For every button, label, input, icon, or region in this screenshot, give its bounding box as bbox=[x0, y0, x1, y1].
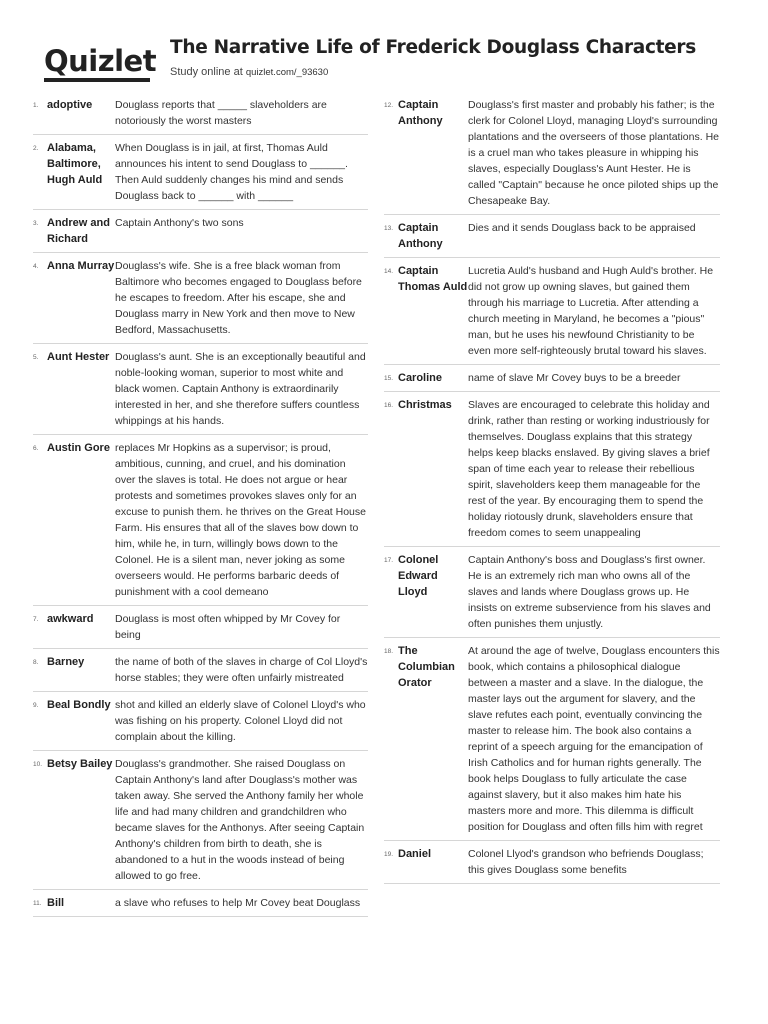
flashcard bbox=[33, 751, 368, 890]
card-definition: At around the age of twelve, Douglass encounters this book, which contains a philosophical dialogue between a master and a slave. In the dialogue, the master lays out the argument for slavery, and the slave refutes each point, eventually convincing the master to release him. The book also contains a reprint of a speech arguing for the emancipation of Irish Catholics and for human rights generally. The book helps Douglass to fully articulate the case against slavery, but it also makes him hate his masters more and more. This dilemma is difficult position for Douglass and often fills him with regret bbox=[468, 645, 720, 833]
card-definition: Douglass is most often whipped by Mr Covey for being bbox=[115, 613, 341, 641]
card-definition: Lucretia Auld's husband and Hugh Auld's brother. He did not grow up owning slaves, but gained them through his marriage to Lucretia. After attending a church meeting in Maryland, he becomes a "pious" man, but he uses his newfound Christianity to be even more self-righteously brutal toward his slaves. bbox=[468, 265, 714, 357]
card-definition: Captain Anthony's two sons bbox=[115, 217, 244, 229]
card-term: Caroline bbox=[398, 372, 443, 384]
right-column bbox=[384, 92, 720, 884]
card-number: 18. bbox=[384, 648, 394, 655]
card-term: Colonel Edward Lloyd bbox=[398, 554, 439, 598]
page-title: The Narrative Life of Frederick Douglass Characters bbox=[170, 37, 696, 58]
card-term: Captain Thomas Auld bbox=[398, 265, 468, 293]
card-number: 7. bbox=[33, 616, 39, 623]
card-term: adoptive bbox=[47, 99, 93, 111]
flashcard bbox=[33, 135, 368, 210]
flashcard bbox=[384, 258, 720, 365]
card-term: Beal Bondly bbox=[47, 699, 111, 711]
flashcard bbox=[33, 435, 368, 606]
card-definition: Douglass reports that _____ slaveholders are notoriously the worst masters bbox=[115, 99, 327, 127]
card-term: Betsy Bailey bbox=[47, 758, 113, 770]
card-term: Austin Gore bbox=[47, 442, 110, 454]
card-definition: Douglass's first master and probably his father; is the clerk for Colonel Lloyd, managing Lloyd's surrounding plantations and the overseers of those plantations. He is a cruel man who takes pleasure in whipping his slaves, especially Douglass's Aunt Hester. He is called "Captain" because he once piloted ships up the Chesapeake Bay. bbox=[468, 99, 719, 207]
card-number: 1. bbox=[33, 102, 39, 109]
card-number: 3. bbox=[33, 220, 39, 227]
card-term: Anna Murray bbox=[47, 260, 115, 272]
card-term: Captain Anthony bbox=[398, 99, 443, 127]
card-definition: Douglass's wife. She is a free black woman from Baltimore who becomes engaged to Douglass before he escapes to freedom. After his escape, she and Douglass marry in New York and then move to New Bedford, Massachusetts. bbox=[115, 260, 362, 336]
card-number: 16. bbox=[384, 402, 394, 409]
card-number: 10. bbox=[33, 761, 43, 768]
flashcard bbox=[33, 890, 368, 917]
left-column bbox=[33, 92, 368, 917]
flashcard bbox=[33, 92, 368, 135]
flashcard bbox=[33, 210, 368, 253]
card-number: 19. bbox=[384, 851, 394, 858]
card-number: 14. bbox=[384, 268, 394, 275]
logo-underline bbox=[44, 78, 150, 82]
card-number: 8. bbox=[33, 659, 39, 666]
flashcard bbox=[384, 215, 720, 258]
flashcard bbox=[384, 638, 720, 841]
card-term: awkward bbox=[47, 613, 94, 625]
study-online-label: Study online at bbox=[170, 66, 243, 78]
card-term: Barney bbox=[47, 656, 85, 668]
card-definition: Captain Anthony's boss and Douglass's first owner. He is an extremely rich man who owns all of the slaves and lands where Douglass grows up. He insists on extreme subservience from his slaves and often punishes them unjustly. bbox=[468, 554, 711, 630]
card-number: 13. bbox=[384, 225, 394, 232]
flashcard bbox=[33, 344, 368, 435]
card-number: 15. bbox=[384, 375, 394, 382]
card-number: 9. bbox=[33, 702, 39, 709]
card-definition: Dies and it sends Douglass back to be appraised bbox=[468, 222, 696, 234]
card-number: 11. bbox=[33, 900, 42, 907]
card-number: 4. bbox=[33, 263, 39, 270]
flashcard bbox=[384, 392, 720, 547]
page-header bbox=[0, 0, 768, 92]
flashcard bbox=[33, 253, 368, 344]
flashcard bbox=[33, 606, 368, 649]
card-term: Alabama, Baltimore, Hugh Auld bbox=[47, 142, 103, 186]
study-online-line bbox=[170, 66, 328, 78]
card-number: 6. bbox=[33, 445, 39, 452]
flashcard bbox=[33, 692, 368, 751]
card-term: Daniel bbox=[398, 848, 432, 860]
card-definition: Colonel Llyod's grandson who befriends Douglass; this gives Douglass some benefits bbox=[468, 848, 704, 876]
card-term: The Columbian Orator bbox=[398, 645, 455, 689]
card-number: 5. bbox=[33, 354, 39, 361]
card-definition: replaces Mr Hopkins as a supervisor; is proud, ambitious, cunning, and cruel, and his domination over the slaves is total. He does not argue or hear protests and sometimes provokes slaves only for an excuse to punish them. he thrives on the Great House Farm. His ensures that all of the slaves bow down to him, while he, in turn, willingly bows down to the Colonel. He is a silent man, never joking as some overseers would. He performs barbaric deeds of punishment with a cool demeano bbox=[115, 442, 366, 598]
quizlet-logo: Quizlet bbox=[44, 44, 157, 78]
flashcard bbox=[384, 365, 720, 392]
card-term: Bill bbox=[47, 897, 65, 909]
flashcard bbox=[384, 92, 720, 215]
card-number: 12. bbox=[384, 102, 394, 109]
flashcard bbox=[384, 841, 720, 884]
card-definition: Slaves are encouraged to celebrate this holiday and drink, rather than resting or working industriously for themselves. Douglass explains that this strategy helps keep blacks enslaved. By giving slaves a brief span of time each year to release their rebellious spirit, slaveholders keep them manageable for the rest of the year. By encouraging them to spend the holiday riotously drunk, slaveholders ensure that freedom comes to seem unappealing bbox=[468, 399, 710, 539]
card-definition: Douglass's grandmother. She raised Douglass on Captain Anthony's land after Douglass's mother was taken away. She served the Anthony family her whole life and had many children and grandchildren who became slaves for the Anthonys. After seeing Captain Anthony's children from birth to death, she is abandoned to a hut in the woods instead of being allowed to go free. bbox=[115, 758, 365, 882]
card-definition: the name of both of the slaves in charge of Col Lloyd's horse stables; they were often unfairly mistreated bbox=[115, 656, 368, 684]
card-term: Andrew and Richard bbox=[47, 217, 110, 245]
card-number: 17. bbox=[384, 557, 394, 564]
flashcard bbox=[384, 547, 720, 638]
study-online-link[interactable]: quizlet.com/_93630 bbox=[245, 67, 329, 78]
card-term: Captain Anthony bbox=[398, 222, 443, 250]
card-definition: Douglass's aunt. She is an exceptionally beautiful and noble-looking woman, superior to most white and black women. Captain Anthony is extraordinarily interested in her, and she therefore suffers countless whippings at his hands. bbox=[115, 351, 366, 427]
card-term: Christmas bbox=[398, 399, 452, 411]
card-number: 2. bbox=[33, 145, 39, 152]
flashcard bbox=[33, 649, 368, 692]
card-definition: a slave who refuses to help Mr Covey beat Douglass bbox=[115, 897, 361, 909]
card-definition: name of slave Mr Covey buys to be a breeder bbox=[468, 372, 681, 384]
card-definition: shot and killed an elderly slave of Colonel Lloyd's who was fishing on his property. Colonel Lloyd did not complain about the killing. bbox=[115, 699, 366, 743]
card-term: Aunt Hester bbox=[47, 351, 110, 363]
card-definition: When Douglass is in jail, at first, Thomas Auld announces his intent to send Douglass to ______. Then Auld suddenly changes his mind and sends Douglass back to ______ with ______ bbox=[115, 142, 348, 202]
